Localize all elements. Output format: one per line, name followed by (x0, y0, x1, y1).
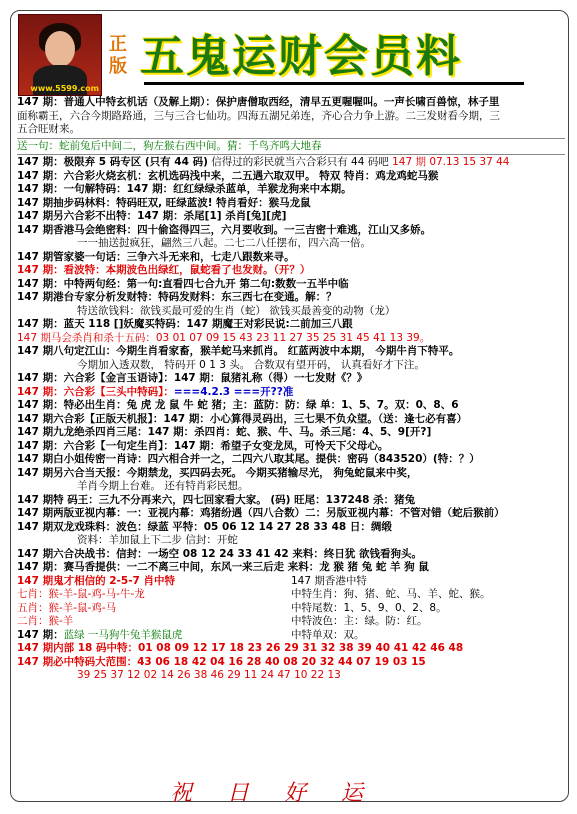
text-line: 147 期双龙戏珠料：波色：绿蓝 平特：05 06 12 14 27 28 33 48 日：绸缎 (17, 520, 392, 533)
two-column-block (17, 575, 565, 643)
text-line: 147 期特 码王：三九不分再来六，四七回家看大家。 (码) 旺尾：137248 杀：猪兔 (17, 493, 416, 506)
text-line: 五合旺财来。 (17, 123, 80, 135)
text-line: 147 期 07.13 15 37 44 (392, 156, 510, 168)
text-line: 147 期：六合彩火烧玄机：玄机选码浅中来，二五遇六取双甲。 特双 特肖：鸡龙鸡蛇马猴 (17, 169, 439, 182)
text-line: 中特单双：双。 (291, 628, 365, 641)
text-line: 七肖：猴-羊-鼠-鸡-马-牛-龙 (17, 588, 145, 600)
text-line: 资料：羊加鼠上下二步 信封：开蛇 (77, 534, 238, 546)
text-line: 147 期白小姐传密一肖诗：四六相合并一之，二四六八取其尾。提供：密码（843520）(特：？） (17, 453, 480, 465)
text-line: 一一抽送挝疯狂，翩然三八起。二七二八任摆布，四六高一倍。 (77, 237, 371, 249)
text-line: 147 期内部 18 码中特：01 08 09 12 17 18 23 26 29 31 32 38 39 40 41 42 46 48 (17, 642, 464, 654)
text-line: 147 期：六合彩【一句定生肖】：147 期：希望子女变龙凤，可怜天下父母心。 (17, 439, 389, 452)
text-line: 信得过的彩民就当六合彩只有 44 码吧 (211, 156, 389, 168)
text-line: 147 期：极限弃 5 码专区 (只有 44 码) (17, 156, 208, 168)
text-line: 147 期马会杀肖和杀十五码：03 01 07 09 15 43 23 11 27 35 25 31 45 41 13 39。 (17, 331, 431, 344)
text-line: 147 期八句定江山：今期生肖看家畜，猴羊蛇马来抓肖。 红蓝两波中本期， 今期牛肖下特平。 (17, 345, 460, 357)
text-line: 147 期两版亚视内幕：一：亚视内幕：鸡猪纷遇（四八合数）二：另版亚视内幕：不管对错（蛇后猴前） (17, 507, 505, 519)
footer-greeting: 祝 日 好 运 (170, 781, 377, 806)
text-line: 147 期：普通人中特玄机话（及解上期）：保护唐僧取西经，清早五更喔喔叫。一声长啸百兽惊，林子里 (17, 96, 500, 108)
text-line: 中特生肖：狗、猪、蛇、马、羊、蛇、猴。 (291, 588, 491, 600)
text-line: 中特波色：主：绿。防：红。 (291, 615, 428, 627)
seal-stamp: 正版 (109, 34, 127, 77)
text-line: ===4.2.3 ===开??准 (173, 385, 294, 398)
text-line: 147 期九龙绝杀四肖三尾：147 期：杀四肖：蛇、猴、牛、马。杀三尾：4、5、9[开?] (17, 426, 432, 438)
text-line: 147 期管家婆一句话：三争六斗无来和，七走八跟数来寻。 (17, 250, 295, 263)
text-line: 147 期：特必出生肖：兔 虎 龙 鼠 牛 蛇 猪；主：蓝防：防：绿 单：1、5、7。双：0、8、6 (17, 399, 459, 411)
text-line: 147 期：六合彩【金言玉语诗】：147 期：鼠猪礼称（得）一七发财《？》 (17, 372, 368, 384)
text-line: 147 期抽步码林料：特码旺双, 旺绿蓝波! 特肖看好：猴马龙鼠 (17, 196, 311, 209)
text-line: 147 期香港马会绝密料：四十偷盗得四三，六月要收到。一三吉密十难逃，江山又多娇。 (17, 223, 432, 236)
page-title: 五鬼运财会员料 (140, 31, 462, 82)
text-line: 147 期六合彩【正版天机报】：147 期：小心算得灵码出，三七果不负众望。（送：逢七必有喜） (17, 412, 468, 425)
text-line: 147 期另六合当天报：今期禁龙，买四码去死。 今期买猪输尽光， 狗兔蛇鼠来中奖， (17, 466, 418, 479)
text-line: 147 期鬼才相信的 2-5-7 肖中特 (17, 574, 176, 587)
text-line: 147 期：中特两句经：第一句:直看四七合九开 第二句:数数一五半中临 (17, 277, 349, 290)
text-line: 147 期：六合彩【三头中特码】： (17, 385, 174, 398)
text-line: 今期加入透双数， 特码开 0 1 3 头。 合数双有望开码， 认真看好才下注。 (77, 358, 425, 371)
text-line: 147 期港台专家分析发财特：特码发财料：东三西七在变通。解：？ (17, 291, 337, 303)
text-line: 羊肖今期上台难。 还有特肖彩民想。 (77, 480, 249, 492)
text-line: 送一句：蛇前兔后中间二，狗左猴右西中间。猜：千鸟齐鸣大地春 (17, 139, 322, 152)
text-line: 面称霸王，六合今期路路通，三与三合七仙功。四海五湖兄弟连，齐心合力争上游。二三发财看今期，三 (17, 109, 500, 122)
portrait-photo (18, 14, 102, 96)
text-line: 147 期： (17, 628, 64, 641)
text-line: 147 期：一句解特码：147 期：红红绿绿杀蓝单，羊猴龙狗来中本期。 (17, 183, 352, 195)
text-line: 147 期：看波特：本期波色出绿红，鼠蛇看了也发财。（开？） (17, 264, 311, 276)
text-line: 蓝绿 一马狗牛兔羊猴鼠虎 (63, 628, 183, 641)
title-underline (144, 82, 524, 85)
text-line: 147 期：赛马香提供：一二不离三中间，东风一来三后走 来料：龙 猴 猪 兔 蛇 羊 狗 鼠 (17, 561, 429, 573)
text-line: 147 期另六合彩不出特：147 期：杀尾[1] 杀肖[兔][虎] (17, 210, 287, 222)
text-line: 147 期六合决战书：信封：一场空 08 12 24 33 41 42 来料：终日犹 欲钱看狗头。 (17, 547, 422, 560)
text-line: 147 期：蓝天 118 []妖魔买特码：147 期魔王对彩民说:二前加三八跟 (17, 318, 353, 330)
photo-tag: www.5599.com (30, 84, 99, 93)
text-line: 147 期香港中特 (291, 574, 367, 587)
text-line: 中特尾数：1、5、9、0、2、8。 (291, 601, 447, 614)
text-line: 二肖：猴-羊 (17, 615, 74, 627)
text-line: 39 25 37 12 02 14 26 38 46 29 11 24 47 10 22 13 (77, 669, 341, 681)
content-body (17, 96, 565, 683)
text-line: 147 期必中特码大范围：43 06 18 42 04 16 28 40 08 20 32 44 07 19 03 15 (17, 655, 426, 668)
text-line: 五肖：猴-羊-鼠-鸡-马 (17, 601, 117, 614)
text-line: 特送欲钱料：欲钱买最可爱的生肖（蛇） 欲钱买最善变的动物（龙） (77, 304, 396, 317)
